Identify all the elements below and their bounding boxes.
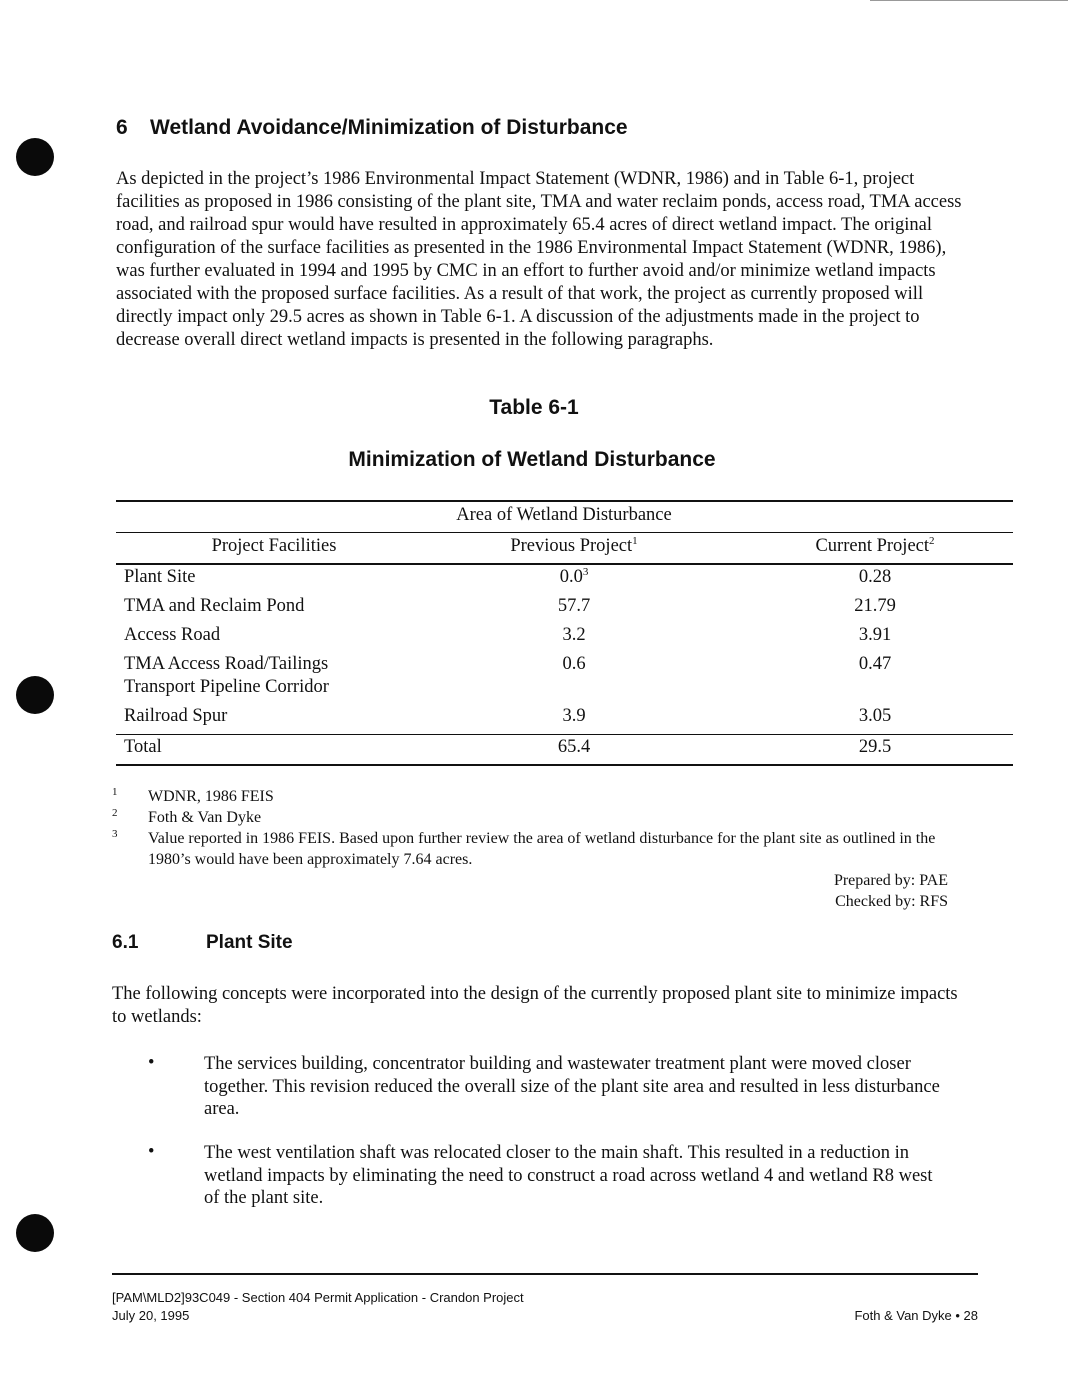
scan-top-edge bbox=[870, 0, 1068, 1]
cell-value: 0.0 bbox=[559, 567, 583, 587]
footnote-mark: 3 bbox=[112, 828, 118, 840]
table-cell-previous: 3.2 bbox=[562, 625, 586, 645]
table-title bbox=[0, 448, 1068, 472]
table-title-text: Minimization of Wetland Disturbance bbox=[348, 448, 716, 471]
footer-date: July 20, 1995 bbox=[112, 1308, 190, 1323]
table-header-rule bbox=[116, 532, 1013, 533]
table-group-header: Area of Wetland Disturbance bbox=[456, 505, 672, 525]
table-cell-current: 0.47 bbox=[858, 654, 892, 674]
current-label: Current Project bbox=[815, 536, 930, 556]
bullet-item: The services building, concentrator building and wastewater treatment plant were moved closer together. This revision reduced the overall size of the plant site area and resulted in less disturbance area. bbox=[204, 1054, 940, 1119]
table-cell-facility-line2: Transport Pipeline Corridor bbox=[124, 677, 329, 697]
binder-hole bbox=[16, 676, 54, 714]
table-cell-current: 0.28 bbox=[858, 567, 892, 587]
table-header-facilities: Project Facilities bbox=[211, 536, 337, 556]
subsection-title: Plant Site bbox=[206, 932, 293, 953]
checked-by: Checked by: RFS bbox=[835, 893, 948, 910]
table-total-rule bbox=[116, 734, 1013, 735]
previous-label: Previous Project bbox=[510, 536, 633, 556]
bullet-symbol: • bbox=[148, 1142, 155, 1162]
table-cell-facility: TMA and Reclaim Pond bbox=[124, 596, 305, 616]
table-total-current: 29.5 bbox=[858, 737, 892, 757]
table-cell-current: 3.05 bbox=[858, 706, 892, 726]
table-total-label: Total bbox=[124, 737, 162, 757]
table-cell-previous: 57.7 bbox=[557, 596, 591, 616]
binder-hole bbox=[16, 138, 54, 176]
table-header-previous bbox=[474, 536, 674, 557]
table-cell-facility: Access Road bbox=[124, 625, 221, 645]
footnote-ref: 3 bbox=[582, 566, 589, 578]
table-cell-previous: 3.9 bbox=[562, 706, 586, 726]
footnote-mark: 1 bbox=[112, 786, 118, 798]
table-cell-facility: TMA Access Road/Tailings bbox=[124, 654, 329, 674]
table-cell-facility: Plant Site bbox=[124, 567, 196, 587]
prepared-by: Prepared by: PAE bbox=[833, 872, 948, 889]
table-cell-previous bbox=[474, 566, 674, 589]
footnote-text: WDNR, 1986 FEIS bbox=[148, 788, 274, 805]
table-cell-previous: 0.6 bbox=[562, 654, 586, 674]
subsection-intro: The following concepts were incorporated into the design of the currently proposed plant site to minimize impacts to wetlands: bbox=[112, 984, 958, 1027]
footnote-mark: 2 bbox=[112, 807, 118, 819]
footer-rule bbox=[112, 1273, 978, 1275]
table-header-current bbox=[775, 536, 975, 557]
bullet-item: The west ventilation shaft was relocated closer to the main shaft. This resulted in a reduction in wetland impacts by eliminating the need to construct a road across wetland 4 and wetland R8 west of the plant site. bbox=[204, 1143, 933, 1208]
binder-hole bbox=[16, 1214, 54, 1252]
table-bottom-rule bbox=[116, 764, 1013, 766]
section-number: 6 bbox=[116, 116, 128, 139]
section-heading bbox=[116, 116, 628, 140]
footnote-ref: 2 bbox=[929, 535, 935, 547]
subsection-number: 6.1 bbox=[112, 932, 139, 953]
bullet-symbol: • bbox=[148, 1053, 155, 1073]
subsection-heading bbox=[112, 932, 293, 954]
table-cell-current: 3.91 bbox=[858, 625, 892, 645]
prepared-block bbox=[700, 870, 948, 912]
footnote-text: Value reported in 1986 FEIS. Based upon further review the area of wetland disturbance for the plant site as outlined in the 1980’s would have been approximately 7.64 acres. bbox=[148, 830, 936, 868]
footer-page: Foth & Van Dyke • 28 bbox=[854, 1308, 978, 1323]
footnote-ref: 1 bbox=[632, 535, 638, 547]
table-number: Table 6-1 bbox=[489, 396, 579, 419]
table-top-rule bbox=[116, 500, 1013, 502]
table-cell-facility: Railroad Spur bbox=[124, 706, 228, 726]
table-cell-current: 21.79 bbox=[854, 596, 896, 616]
footnote-text: Foth & Van Dyke bbox=[148, 809, 262, 826]
section-paragraph: As depicted in the project’s 1986 Environmental Impact Statement (WDNR, 1986) and in Table 6-1, project facilities as proposed in 1986 consisting of the plant site, TMA and water reclaim ponds, access road, TMA access road, and railroad spur would have resulted in approximately 65.4 acres of direct wetland impact. The original configuration of the surface facilities as presented in the 1986 Environmental Impact Statement (WDNR, 1986), was further evaluated in 1994 and 1995 by CMC in an effort to further avoid and/or minimize wetland impacts associated with the proposed surface facilities. As a result of that work, the project as currently proposed will directly impact only 29.5 acres as shown in Table 6-1. A discussion of the adjustments made in the project to decrease overall direct wetland impacts is presented in the following paragraphs. bbox=[116, 169, 962, 350]
section-title: Wetland Avoidance/Minimization of Disturbance bbox=[150, 116, 628, 139]
table-total-previous: 65.4 bbox=[557, 737, 591, 757]
table-body-rule bbox=[116, 563, 1013, 565]
footer-doc-ref: [PAM\MLD2]93C049 - Section 404 Permit Application - Crandon Project bbox=[112, 1290, 524, 1305]
